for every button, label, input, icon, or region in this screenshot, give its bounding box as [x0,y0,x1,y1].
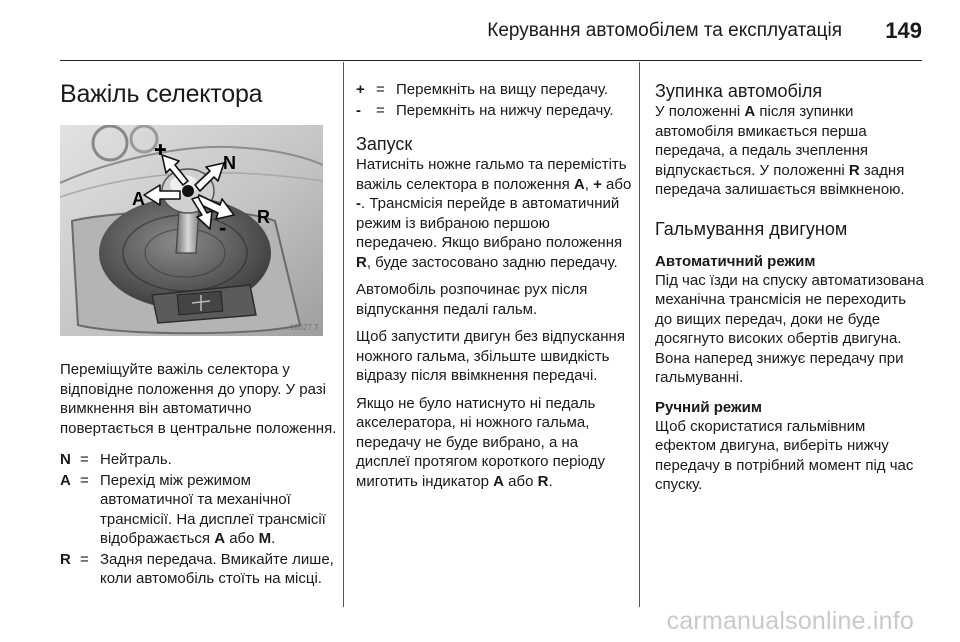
bold-a: A [573,175,585,193]
manual-mode-paragraph: Щоб скористатися гальмівним ефектом двигуна, виберіть нижчу передачу в потрібний момент під час спуску. [655,417,914,493]
def-key-r: R [60,550,71,568]
watermark: carmanualsonline.info [666,607,914,635]
bold-r: R [356,253,367,271]
def-row-minus [356,101,633,121]
bold-a: A [493,472,504,490]
bold-minus: - [356,195,361,212]
def-key-n: N [60,451,71,468]
column-divider-2 [639,62,640,607]
selector-lever-illustration [60,125,323,336]
heading-engine-braking: Гальмування двигуном [655,218,848,239]
p4-c: або [504,472,538,490]
def-eq: = [80,471,89,489]
automatic-mode-paragraph: Під час їзди на спуску автоматизована механічна трансмісія не переходить до вищих передач, доки не буде досягнуто високих обертів двигуна. Вона наперед знижує передачу при гальмуванні. [655,271,924,386]
label-plus: ✚ [154,141,167,159]
column-1 [60,62,343,607]
def-row-r [60,550,343,589]
p4-d: . [548,472,553,490]
def-a-text: Перехід між режимом автоматичної та механічної трансмісії. На дисплеї трансмісії відображається [100,471,326,547]
p1-c: , [584,175,594,193]
section-title-selector-lever: Важіль селектора [60,80,263,108]
def-eq: = [376,101,385,119]
p1-d: або [601,175,632,193]
stop-paragraph [655,102,925,200]
def-row-a [60,471,343,549]
figure-code: 18627 T [289,323,319,332]
def-eq: = [80,550,89,568]
def-a-end: . [271,530,276,547]
start-paragraph-2: Автомобіль розпочинає рух після відпускання педалі гальм. [356,281,588,318]
heading-start: Запуск [356,134,413,154]
column-divider-1 [343,62,344,607]
running-title: Керування автомобілем та експлуатація [487,20,842,41]
selector-intro-paragraph: Переміщуйте важіль селектора у відповідне положення до упору. У разі вимкнення він автоматично повертається в центральне положення. [60,361,337,437]
heading-automatic-mode: Автоматичний режим [655,252,816,270]
heading-manual-mode: Ручний режим [655,398,762,416]
p1-f: , буде застосовано задню передачу. [366,253,618,271]
header-rule [60,60,922,61]
bold-r: R [848,161,860,179]
shift-definitions [356,80,633,120]
page-header [0,0,960,60]
column-2 [356,62,633,607]
def-row-n [60,450,343,470]
stop-c: після зупинки автомобіля вмикається перша передача, а педаль зчеплення відпускається. У положенні [655,103,868,179]
def-text-a [100,471,343,549]
bold-a: A [214,530,226,547]
def-text-plus: Перемкніть на вищу передачу. [396,81,609,98]
label-a: A [132,189,145,209]
def-eq: = [376,81,385,98]
p1-a: Натисніть ножне гальмо та перемістіть важіль селектора в положення [356,156,627,193]
bold-m: M [258,530,272,547]
label-n: N [223,153,236,173]
def-text-n: Нейтраль. [100,451,172,468]
start-paragraph-3: Щоб запустити двигун без відпускання ножного гальма, збільште швидкість відразу після ввімкнення передачі. [356,328,625,384]
position-definitions [60,450,343,589]
column-3 [655,62,925,607]
p4-a: Якщо не було натиснуто ні педаль акселератора, ні ножного гальма, передачу не буде вибрано, а на дисплеї протягом короткого періоду миготить індикатор [356,394,606,490]
label-minus: - [219,215,227,240]
bold-r: R [537,472,549,490]
start-paragraph-1 [356,155,633,272]
def-eq: = [80,451,89,468]
label-r: R [257,207,270,227]
def-key-plus: + [356,81,365,98]
def-key-a: A [60,471,71,489]
stop-a: У положенні [655,103,745,120]
page-number: 149 [885,18,922,43]
def-text-r: Задня передача. Вмикайте лише, коли автомобіль стоїть на місці. [100,550,334,587]
def-row-plus [356,80,633,100]
bold-a: A [744,103,756,120]
def-text-minus: Перемкніть на нижчу передачу. [396,101,614,119]
selector-lever-figure [60,125,323,336]
bold-plus: + [593,175,602,193]
heading-stop: Зупинка автомобіля [655,81,823,101]
def-a-mid: або [225,530,259,547]
def-key-minus: - [356,101,361,119]
start-paragraph-4 [356,394,633,492]
stop-d: задня передача залишається ввімкненою. [655,161,905,198]
p1-e: . Трансмісія перейде в автоматичний режим із вибраною першою передачею. Якщо вибрано положення [356,195,623,251]
